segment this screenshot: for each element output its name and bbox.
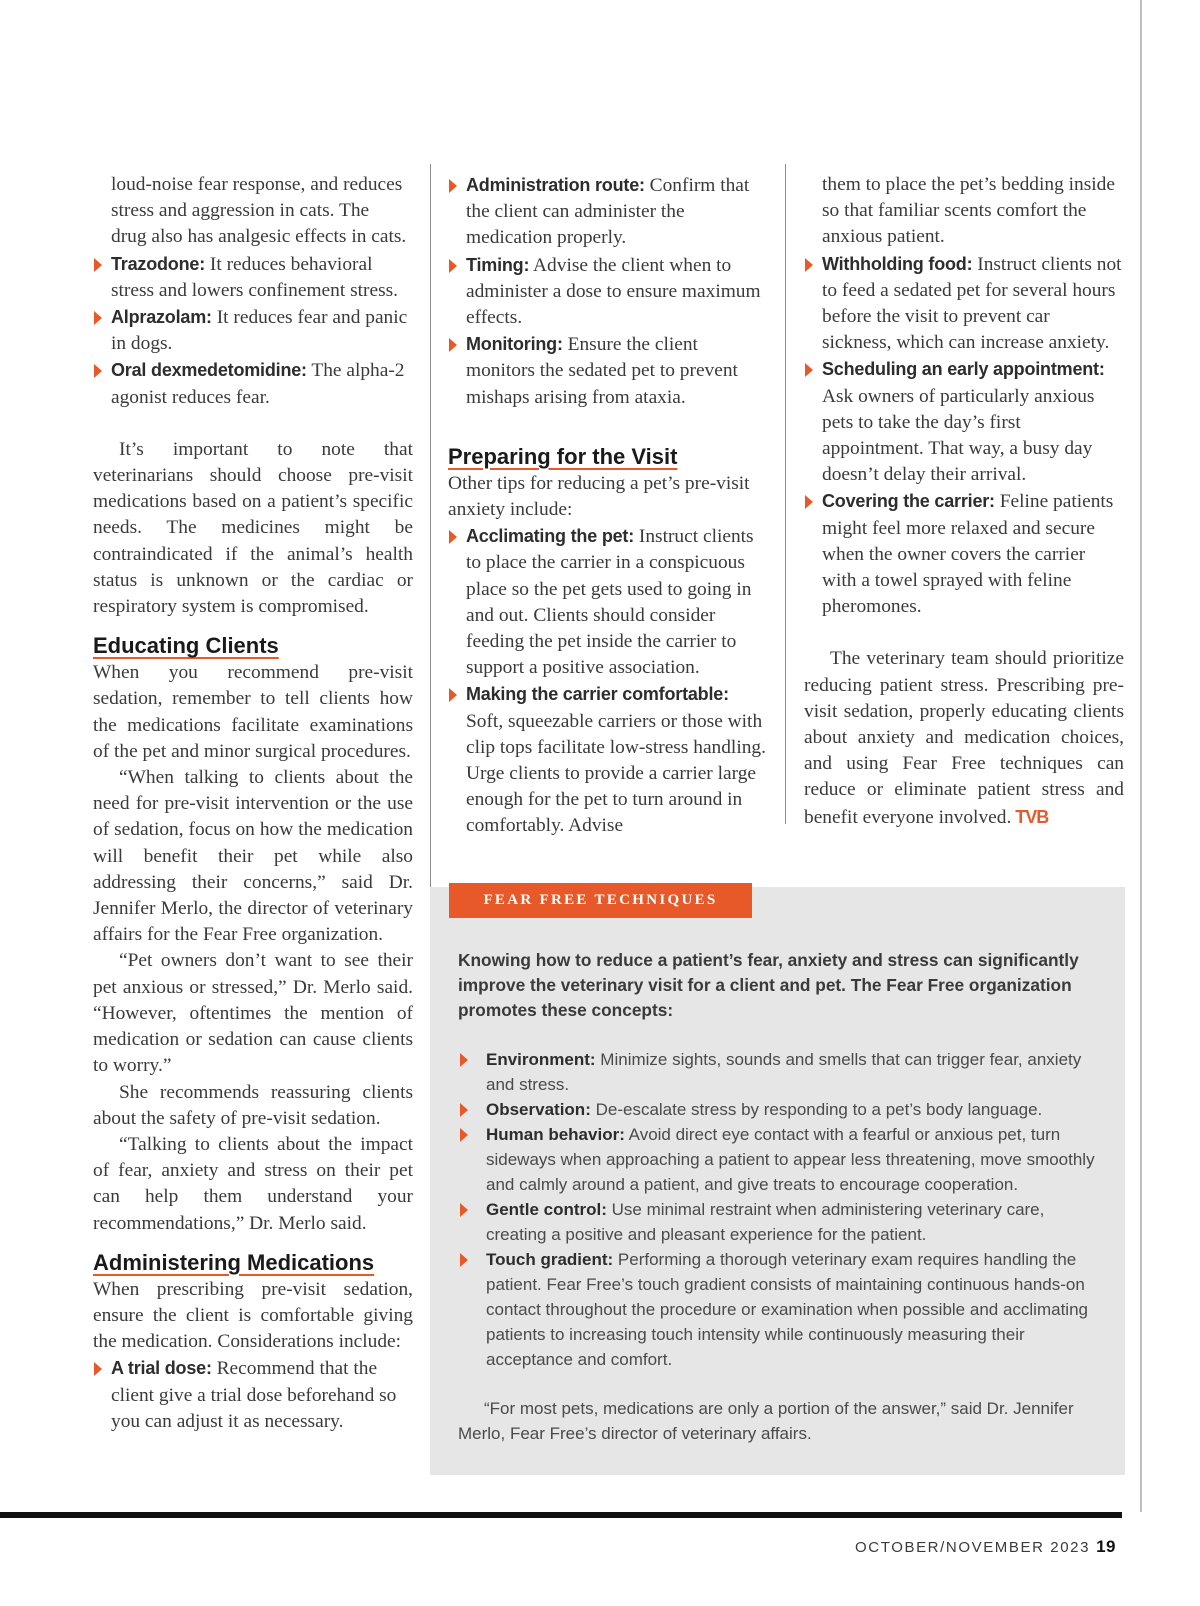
list-item <box>448 172 766 252</box>
sidebar-concepts-list <box>458 1047 1098 1372</box>
bullet-arrow-icon <box>460 1053 468 1067</box>
list-item <box>804 356 1124 488</box>
article-column-1 <box>93 172 413 1435</box>
tips-list <box>804 251 1124 621</box>
list-item-text: Feline patients might feel more relaxed and secure when the owner covers the carrier with a towel sprayed with feline pheromones. <box>822 491 1114 618</box>
bullet-arrow-icon <box>460 1103 468 1117</box>
medication-list <box>93 251 413 411</box>
list-item-term: Acclimating the pet: <box>466 526 635 547</box>
section-heading-preparing-visit: Preparing for the Visit <box>448 443 678 469</box>
list-item-term: A trial dose: <box>111 1358 212 1379</box>
section-heading-administering-medications: Administering Medications <box>93 1249 375 1275</box>
list-item-text: Advise the client when to administer a dose to ensure maximum effects. <box>466 254 761 329</box>
continued-text-line: stress and aggression in cats. The <box>111 200 370 222</box>
list-item <box>458 1122 1098 1197</box>
column-divider <box>785 164 786 824</box>
list-item-term: Human behavior: <box>486 1125 625 1144</box>
list-item <box>448 681 766 839</box>
body-paragraph: “Pet owners don’t want to see their pet anxious or stressed,” Dr. Merlo said. “However, oftentimes the mention of medication or sedation can cause clients to worry.” <box>93 950 413 1077</box>
body-paragraph: It’s important to note that veterinarians should choose pre-visit medications based on a patient’s specific needs. The medicines might be contraindicated if the animal’s health status is unknown or the cardiac or respiratory system is compromised. <box>93 438 413 618</box>
tips-list <box>448 523 766 839</box>
list-item-text: Performing a thorough veterinary exam requires handling the patient. Fear Free’s touch gradient consists of maintaining continuous hands-on contact throughout the procedure or examination when possible and acclimating patients to increasing touch intensity while continuously measuring their acceptance and comfort. <box>486 1250 1088 1369</box>
article-column-3 <box>804 172 1124 831</box>
article-column-2 <box>448 172 766 840</box>
list-item-text: It reduces fear and panic in dogs. <box>111 307 408 355</box>
list-item-term: Administration route: <box>466 175 645 195</box>
list-item-text: It reduces behavioral stress and lowers confinement stress. <box>111 253 399 301</box>
list-item <box>458 1047 1098 1097</box>
body-paragraph: She recommends reassuring clients about the safety of pre-visit sedation. <box>93 1081 413 1129</box>
list-item-term: Touch gradient: <box>486 1250 614 1269</box>
sidebar-quote: “For most pets, medications are only a portion of the answer,” said Dr. Jennifer Merlo, Fear Free’s director of veterinary affairs. <box>458 1399 1074 1443</box>
list-item <box>448 523 766 681</box>
continued-text-line: drug also has analgesic effects in cats. <box>111 226 407 248</box>
list-item-text: Recommend that the client give a trial dose beforehand so you can adjust it as necessary. <box>111 1358 397 1432</box>
list-item <box>93 357 413 410</box>
list-item-text: Instruct clients to place the carrier in a conspicuous place so the pet gets used to going in and out. Clients should consider feeding the pet inside the carrier to support a positive association. <box>466 526 754 679</box>
list-item <box>804 251 1124 357</box>
continued-text: them to place the pet’s bedding inside so that familiar scents comfort the anxious patient. <box>822 174 1115 248</box>
list-item-term: Environment: <box>486 1050 596 1069</box>
body-paragraph: When prescribing pre-visit sedation, ensure the client is comfortable giving the medication. Considerations include: <box>93 1278 413 1353</box>
list-item <box>458 1197 1098 1247</box>
list-item-term: Gentle control: <box>486 1200 607 1219</box>
continued-text-line: loud-noise fear response, and reduces <box>111 174 403 195</box>
end-mark-logo: TVB <box>1015 806 1049 827</box>
list-item-text: Ensure the client monitors the sedated pet to prevent mishaps arising from ataxia. <box>466 334 738 408</box>
list-item-text: Minimize sights, sounds and smells that can trigger fear, anxiety and stress. <box>486 1050 1082 1094</box>
bullet-arrow-icon <box>94 311 102 325</box>
body-paragraph: Other tips for reducing a pet’s pre-visit anxiety include: <box>448 472 750 521</box>
bullet-arrow-icon <box>94 258 102 272</box>
list-item-text: De-escalate stress by responding to a pet’s body language. <box>595 1100 1043 1119</box>
bullet-arrow-icon <box>449 338 457 352</box>
page-footer <box>855 1537 1116 1557</box>
list-item <box>93 1355 413 1435</box>
section-heading-educating-clients: Educating Clients <box>93 633 279 659</box>
list-item <box>93 304 413 357</box>
bullet-arrow-icon <box>449 179 457 193</box>
page-edge-rule <box>1140 0 1142 1512</box>
bullet-arrow-icon <box>449 688 457 702</box>
bullet-arrow-icon <box>449 259 457 273</box>
list-item-term: Oral dexmedetomidine: <box>111 360 307 381</box>
sidebar-tab-label: FEAR FREE TECHNIQUES <box>449 883 752 918</box>
list-item <box>448 252 766 332</box>
list-item-text: The alpha-2 agonist reduces fear. <box>111 360 405 408</box>
bullet-arrow-icon <box>449 530 457 544</box>
list-item <box>448 331 766 411</box>
list-item-term: Scheduling an early appointment: <box>822 359 1105 380</box>
bullet-arrow-icon <box>460 1253 468 1267</box>
closing-text: The veterinary team should prioritize reducing patient stress. Prescribing pre-visit sedation, properly educating clients about anxiety and medication choices, and using Fear Free techniques can reduce or eliminate patient stress and benefit everyone involved. <box>804 648 1124 828</box>
list-item-term: Observation: <box>486 1100 591 1119</box>
list-item <box>458 1097 1098 1122</box>
list-item-term: Trazodone: <box>111 253 206 274</box>
list-item-term: Monitoring: <box>466 334 563 355</box>
list-item-term: Withholding food: <box>822 253 973 274</box>
considerations-list <box>93 1355 413 1435</box>
body-paragraph: When you recommend pre-visit sedation, remember to tell clients how the medications facilitate examinations of the pet and minor surgical procedures. <box>93 662 413 762</box>
closing-paragraph <box>804 646 1124 830</box>
list-item-text: Instruct clients not to feed a sedated pet for several hours before the visit to prevent car sickness, which can increase anxiety. <box>822 253 1122 354</box>
list-item-term: Timing: <box>466 254 530 275</box>
footer-rule <box>0 1512 1122 1518</box>
considerations-list <box>448 172 766 411</box>
list-item-term: Covering the carrier: <box>822 491 995 512</box>
body-paragraph: “Talking to clients about the impact of fear, anxiety and stress on their pet can help them understand your recommendations,” Dr. Merlo said. <box>93 1133 413 1234</box>
bullet-arrow-icon <box>94 364 102 378</box>
list-item-text: Confirm that the client can administer the medication properly. <box>466 175 750 249</box>
issue-date: OCTOBER/NOVEMBER 2023 <box>855 1539 1091 1556</box>
list-item-text: Soft, squeezable carriers or those with clip tops facilitate low-stress handling. Urge clients to provide a carrier large enough for the pet to turn around in comfortably. Advise <box>466 710 766 837</box>
bullet-arrow-icon <box>94 1362 102 1376</box>
body-paragraph: “When talking to clients about the need for pre-visit intervention or the use of sedation, focus on how the medication will benefit their pet while also addressing their concerns,” said Dr. Jennifer Merlo, the director of veterinary affairs for the Fear Free organization. <box>93 767 413 946</box>
list-item-text: Avoid direct eye contact with a fearful or anxious pet, turn sideways when approaching a patient to appear less threatening, move smoothly and calmly around a patient, and give treats to encourage cooperation. <box>486 1125 1095 1194</box>
list-item-term: Alprazolam: <box>111 307 212 328</box>
list-item <box>93 251 413 304</box>
sidebar-content <box>458 948 1098 1446</box>
list-item-term: Making the carrier comfortable: <box>466 684 729 705</box>
bullet-arrow-icon <box>805 363 813 377</box>
bullet-arrow-icon <box>460 1203 468 1217</box>
list-item-text: Ask owners of particularly anxious pets to take the day’s first appointment. That way, a busy day doesn’t delay their arrival. <box>822 385 1095 486</box>
bullet-arrow-icon <box>805 495 813 509</box>
list-item-text: Use minimal restraint when administering veterinary care, creating a positive and pleasant experience for the patient. <box>486 1200 1045 1244</box>
bullet-arrow-icon <box>460 1128 468 1142</box>
list-item <box>458 1247 1098 1372</box>
bullet-arrow-icon <box>805 258 813 272</box>
sidebar-intro: Knowing how to reduce a patient’s fear, anxiety and stress can significantly improve the veterinary visit for a client and pet. The Fear Free organization promotes these concepts: <box>458 950 1079 1020</box>
list-item <box>804 488 1124 620</box>
page-number: 19 <box>1096 1537 1116 1556</box>
